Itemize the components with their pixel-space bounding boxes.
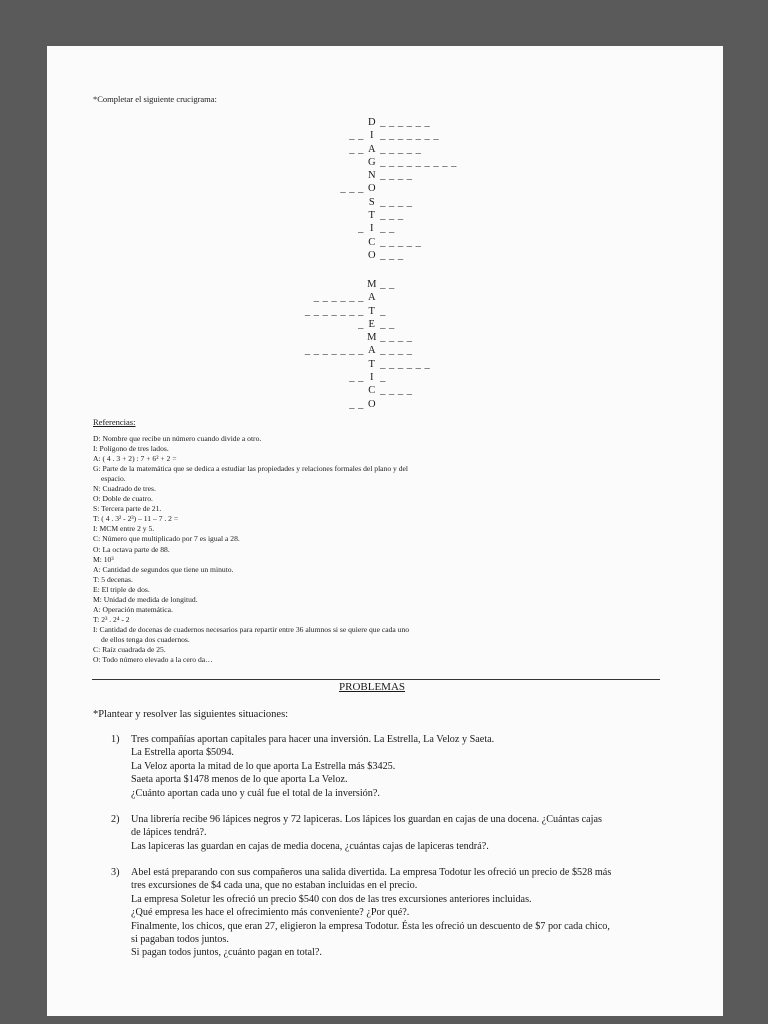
crossword-key-letter: O bbox=[367, 183, 377, 195]
crossword-row bbox=[248, 344, 430, 357]
crossword-key-letter: D bbox=[367, 117, 377, 128]
crossword-key-letter: G bbox=[367, 156, 377, 168]
reference-item: A: ( 4 . 3 + 2) : 7 + 6² + 2 = bbox=[93, 454, 177, 464]
problem-line: ¿Qué empresa les hace el ofrecimiento más conveniente? ¿Por qué?. bbox=[131, 907, 410, 919]
problem-line: Tres compañías aportan capitales para hacer una inversión. La Estrella, La Veloz y Saeta. bbox=[131, 734, 495, 745]
reference-item: M: 10³ bbox=[93, 554, 114, 564]
crossword-row bbox=[248, 384, 430, 397]
crossword-blanks-right: _ _ _ _ bbox=[377, 385, 413, 397]
crossword-row bbox=[297, 196, 457, 209]
problem-number: 3) bbox=[111, 867, 120, 878]
references-heading: Referencias: bbox=[93, 417, 136, 427]
crossword-key-letter: C bbox=[368, 385, 376, 397]
problem-line: Una librería recibe 96 lápices negros y 72 lapiceras. Los lápices los guardan en cajas de una docena. ¿Cuántas cajas bbox=[131, 814, 602, 825]
problem-line: Si pagan todos juntos, ¿cuánto pagan en total?. bbox=[131, 947, 322, 959]
reference-item: E: El triple de dos. bbox=[93, 584, 150, 594]
reference-item: T: 5 decenas. bbox=[93, 574, 133, 584]
crossword-blanks-right: _ bbox=[377, 305, 386, 317]
reference-item: G: Parte de la matemática que se dedica a estudiar las propiedades y relaciones formales del plano y del bbox=[93, 464, 409, 474]
crossword-blanks-left: _ bbox=[358, 223, 367, 235]
crossword-matematico bbox=[248, 278, 430, 411]
crossword-key-letter: T bbox=[368, 305, 376, 317]
crossword-row bbox=[297, 116, 457, 129]
problems-heading: PROBLEMAS bbox=[339, 681, 406, 693]
crossword-key-letter: S bbox=[368, 196, 376, 208]
reference-item: D: Nombre que recibe un número cuando divide a otro. bbox=[93, 434, 262, 443]
crossword-row bbox=[297, 129, 457, 142]
crossword-blanks-left: _ _ bbox=[349, 398, 367, 410]
crossword-blanks-left: _ _ _ _ _ _ _ bbox=[304, 345, 367, 357]
problem-line: ¿Cuánto aportan cada uno y cuál fue el total de la inversión?. bbox=[131, 787, 380, 799]
reference-item: I: Polígono de tres lados. bbox=[93, 444, 169, 454]
crossword-row bbox=[248, 331, 430, 344]
crossword-key-letter: N bbox=[367, 170, 377, 182]
problem-line: La Estrella aporta $5094. bbox=[131, 747, 234, 759]
crossword-key-letter: O bbox=[367, 249, 377, 261]
crossword-row bbox=[297, 209, 457, 222]
crossword-blanks-right: _ _ _ bbox=[377, 249, 404, 261]
crossword-instruction: *Completar el siguiente crucigrama: bbox=[93, 94, 217, 104]
crossword-key-letter: I bbox=[370, 372, 374, 384]
reference-item: C: Número que multiplicado por 7 es igual a 28. bbox=[93, 534, 240, 544]
problem-line: Saeta aporta $1478 menos de lo que aporta La Veloz. bbox=[131, 774, 348, 786]
problem-number: 2) bbox=[111, 814, 120, 825]
problem-line: si pagaban todos juntos. bbox=[131, 934, 229, 946]
crossword-blanks-left: _ _ _ _ _ _ _ bbox=[304, 305, 367, 317]
crossword-key-letter: T bbox=[368, 210, 376, 222]
problems-instruction: *Plantear y resolver las siguientes situaciones: bbox=[93, 709, 289, 720]
problem-text bbox=[131, 866, 671, 960]
reference-item: C: Raíz cuadrada de 25. bbox=[93, 644, 166, 654]
problem-line: Las lapiceras las guardan en cajas de media docena, ¿cuántas cajas de lapiceras tendrá?. bbox=[131, 840, 489, 852]
crossword-blanks-right: _ _ _ _ bbox=[377, 332, 413, 344]
section-divider bbox=[92, 679, 660, 680]
crossword-row bbox=[297, 169, 457, 182]
problem-line: de lápices tendrá?. bbox=[131, 827, 207, 839]
crossword-diagnostico bbox=[297, 116, 457, 262]
crossword-blanks-right: _ _ _ _ _ _ _ _ _ bbox=[377, 156, 457, 168]
crossword-blanks-right: _ _ bbox=[377, 279, 395, 290]
crossword-key-letter: O bbox=[367, 398, 377, 410]
problem-number: 1) bbox=[111, 734, 120, 745]
crossword-blanks-right: _ _ _ bbox=[377, 210, 404, 222]
crossword-row bbox=[297, 156, 457, 169]
crossword-row bbox=[248, 291, 430, 304]
crossword-row bbox=[248, 358, 430, 371]
crossword-key-letter: A bbox=[367, 345, 377, 357]
problem-line: tres excursiones de $4 cada una, que no estaban incluidas en el precio. bbox=[131, 880, 418, 892]
reference-item: A: Cantidad de segundos que tiene un minuto. bbox=[93, 564, 234, 574]
reference-item: O: Doble de cuatro. bbox=[93, 494, 153, 504]
crossword-row bbox=[248, 305, 430, 318]
crossword-key-letter: C bbox=[368, 236, 376, 248]
problem-text bbox=[131, 733, 671, 800]
reference-item: de ellos tenga dos cuadernos. bbox=[101, 634, 190, 644]
references-list bbox=[93, 434, 473, 665]
problem-line: La empresa Soletur les ofreció un precio $540 con dos de las tres excursiones anteriores incluidas. bbox=[131, 893, 532, 905]
reference-item: T: 2³ . 2⁴ - 2 bbox=[93, 614, 130, 624]
crossword-key-letter: M bbox=[367, 279, 377, 290]
crossword-key-letter: I bbox=[370, 130, 374, 142]
problem-text bbox=[131, 813, 671, 853]
crossword-key-letter: A bbox=[367, 292, 377, 304]
crossword-blanks-right: _ _ _ _ _ _ bbox=[377, 117, 431, 128]
crossword-row bbox=[297, 236, 457, 249]
reference-item: A: Operación matemática. bbox=[93, 604, 173, 614]
crossword-blanks-left: _ _ _ bbox=[340, 183, 367, 195]
crossword-blanks-right: _ _ _ _ _ bbox=[377, 236, 422, 248]
problem-line: La Veloz aporta la mitad de lo que aporta La Estrella más $3425. bbox=[131, 760, 396, 772]
crossword-key-letter: T bbox=[368, 358, 376, 370]
reference-item: S: Tercera parte de 21. bbox=[93, 504, 162, 514]
crossword-row bbox=[297, 182, 457, 195]
crossword-blanks-right: _ _ _ _ bbox=[377, 196, 413, 208]
crossword-blanks-left: _ _ bbox=[349, 143, 367, 155]
crossword-key-letter: M bbox=[367, 332, 377, 344]
crossword-key-letter: A bbox=[367, 143, 377, 155]
crossword-key-letter: I bbox=[370, 223, 374, 235]
crossword-key-letter: E bbox=[368, 318, 376, 330]
reference-item: O: La octava parte de 88. bbox=[93, 544, 170, 554]
reference-item: I: MCM entre 2 y 5. bbox=[93, 524, 155, 534]
reference-item: espacio. bbox=[101, 474, 126, 484]
crossword-row bbox=[248, 371, 430, 384]
reference-item: O: Todo número elevado a la cero da… bbox=[93, 655, 213, 665]
crossword-blanks-left: _ _ bbox=[349, 372, 367, 384]
crossword-blanks-right: _ _ bbox=[377, 318, 395, 330]
crossword-blanks-right: _ bbox=[377, 372, 386, 384]
crossword-row bbox=[297, 143, 457, 156]
crossword-row bbox=[297, 249, 457, 262]
crossword-blanks-right: _ _ _ _ _ _ _ bbox=[377, 130, 440, 142]
crossword-row bbox=[248, 318, 430, 331]
crossword-blanks-right: _ _ _ _ bbox=[377, 345, 413, 357]
crossword-blanks-right: _ _ _ _ bbox=[377, 170, 413, 182]
crossword-blanks-right: _ _ bbox=[377, 223, 395, 235]
crossword-blanks-right: _ _ _ _ _ _ bbox=[377, 358, 431, 370]
crossword-blanks-left: _ bbox=[358, 318, 367, 330]
problem-line: Abel está preparando con sus compañeros una salida divertida. La empresa Todotur les ofreció un precio de $528 más bbox=[131, 867, 612, 878]
crossword-blanks-right: _ _ _ _ _ bbox=[377, 143, 422, 155]
problem-line: Finalmente, los chicos, que eran 27, eligieron la empresa Todotur. Ésta les ofreció un descuento de $7 por cada chico, bbox=[131, 920, 610, 932]
crossword-blanks-left: _ _ bbox=[349, 130, 367, 142]
crossword-row bbox=[297, 222, 457, 235]
crossword-row bbox=[248, 278, 430, 291]
reference-item: N: Cuadrado de tres. bbox=[93, 484, 156, 494]
crossword-blanks-left: _ _ _ _ _ _ bbox=[313, 292, 367, 304]
reference-item: M: Unidad de medida de longitud. bbox=[93, 594, 198, 604]
reference-item: T: ( 4 . 3² - 2³) – 11 – 7 . 2 = bbox=[93, 514, 179, 524]
crossword-row bbox=[248, 398, 430, 411]
reference-item: I: Cantidad de docenas de cuadernos necesarios para repartir entre 36 alumnos si se quiere que cada uno bbox=[93, 624, 410, 634]
